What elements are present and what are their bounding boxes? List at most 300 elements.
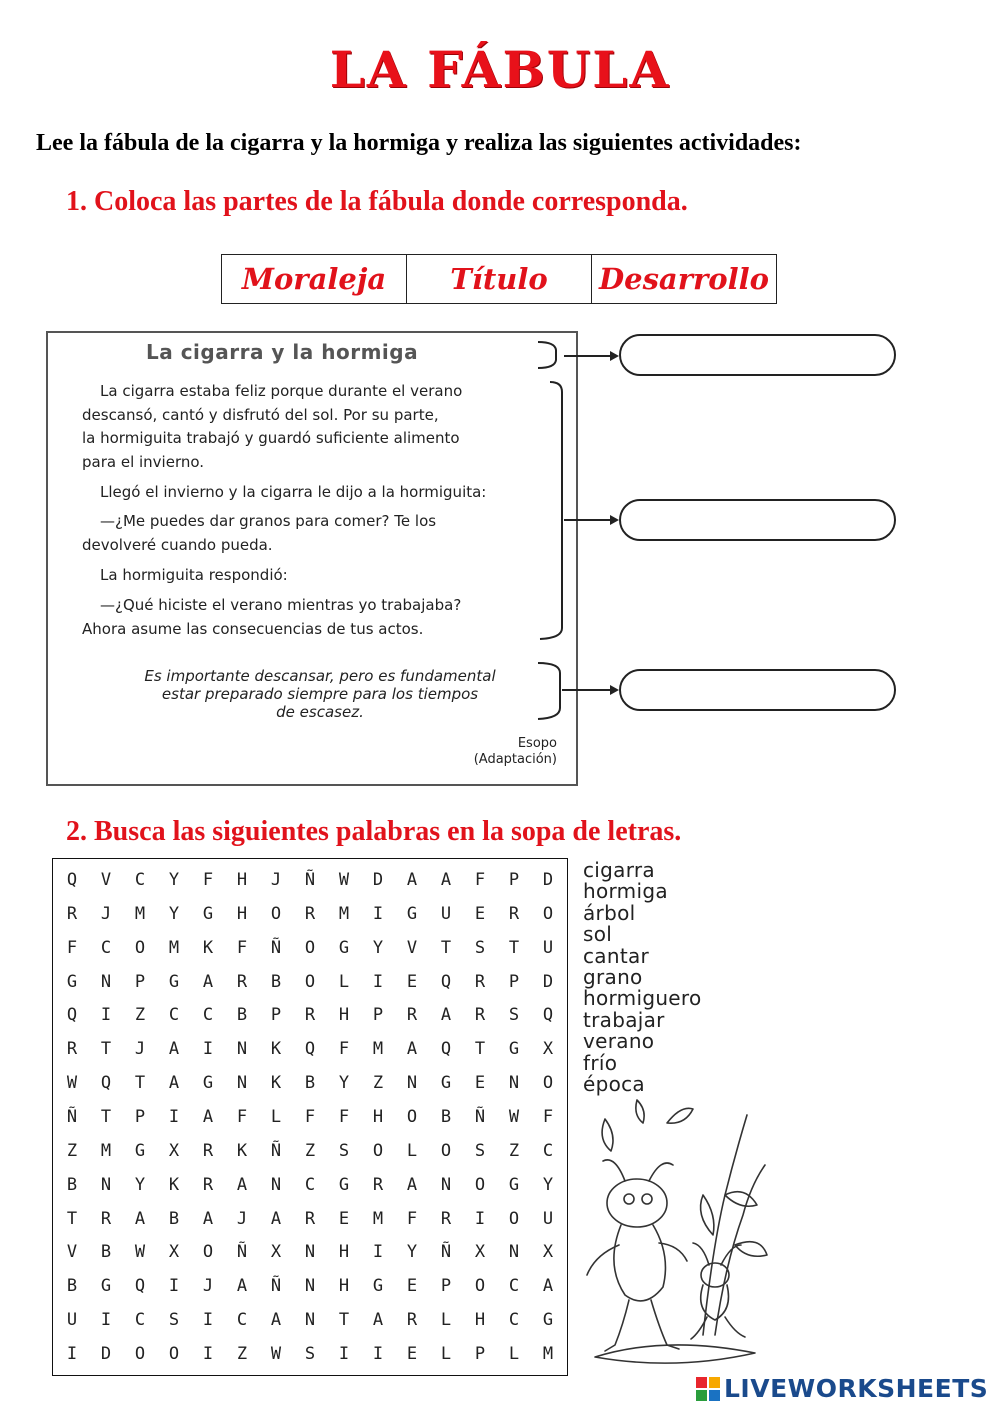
grid-cell[interactable]: L: [338, 971, 350, 992]
grid-cell[interactable]: Ñ: [270, 1140, 282, 1161]
grid-cell[interactable]: T: [508, 937, 520, 958]
grid-cell[interactable]: G: [372, 1276, 384, 1297]
grid-cell[interactable]: G: [134, 1140, 146, 1161]
grid-cell[interactable]: I: [100, 1005, 112, 1026]
grid-cell[interactable]: R: [304, 1208, 316, 1229]
fable-author: [440, 736, 557, 768]
grid-cell[interactable]: S: [338, 1140, 350, 1161]
grid-cell[interactable]: O: [304, 971, 316, 992]
grid-cell[interactable]: R: [202, 1174, 214, 1195]
grid-cell[interactable]: A: [440, 869, 452, 890]
grid-cell[interactable]: F: [236, 937, 248, 958]
grid-cell[interactable]: I: [100, 1310, 112, 1331]
grid-cell[interactable]: T: [440, 937, 452, 958]
grid-cell[interactable]: T: [134, 1073, 146, 1094]
ant-antenna: [603, 1160, 625, 1181]
grid-cell[interactable]: S: [304, 1344, 316, 1365]
fable-line: Llegó el invierno y la cigarra le dijo a la hormiguita:: [100, 483, 487, 501]
fable-paragraph: [82, 594, 461, 641]
grid-cell[interactable]: Y: [134, 1174, 146, 1195]
grid-cell[interactable]: J: [100, 903, 112, 924]
title-bracket: [538, 342, 556, 368]
grid-cell[interactable]: Y: [542, 1174, 554, 1195]
grid-cell[interactable]: Z: [236, 1344, 248, 1365]
grid-cell[interactable]: N: [304, 1310, 316, 1331]
grid-cell[interactable]: C: [100, 937, 112, 958]
word-list: [583, 860, 702, 1095]
grid-cell[interactable]: R: [508, 903, 520, 924]
grid-cell[interactable]: H: [338, 1242, 350, 1263]
grid-cell[interactable]: N: [236, 1039, 248, 1060]
arrow-head: [610, 515, 619, 525]
grid-cell[interactable]: P: [474, 1344, 486, 1365]
grid-cell[interactable]: E: [474, 1073, 486, 1094]
grid-cell[interactable]: A: [406, 869, 418, 890]
grid-cell[interactable]: X: [474, 1242, 486, 1263]
word-bank-desarrollo[interactable]: Desarrollo: [599, 262, 769, 296]
grid-cell[interactable]: N: [304, 1276, 316, 1297]
fable-paragraph: [82, 510, 436, 557]
word-bank: [221, 254, 777, 304]
grid-cell[interactable]: R: [440, 1208, 452, 1229]
grid-cell[interactable]: I: [168, 1276, 180, 1297]
grid-cell[interactable]: H: [236, 903, 248, 924]
grid-cell[interactable]: A: [202, 1208, 214, 1229]
grid-cell[interactable]: M: [100, 1140, 112, 1161]
grid-cell[interactable]: E: [338, 1208, 350, 1229]
grid-cell[interactable]: P: [134, 971, 146, 992]
grid-cell[interactable]: N: [236, 1073, 248, 1094]
grid-cell[interactable]: S: [508, 1005, 520, 1026]
word-list-item: hormiguero: [583, 986, 702, 1011]
grid-cell[interactable]: Z: [372, 1073, 384, 1094]
ant-leg: [651, 1300, 679, 1349]
grid-cell[interactable]: K: [270, 1073, 282, 1094]
moral-line: estar preparado siempre para los tiempos: [161, 685, 479, 703]
grid-cell[interactable]: A: [236, 1276, 248, 1297]
grid-cell[interactable]: Ñ: [304, 869, 316, 890]
grid-cell[interactable]: Z: [134, 1005, 146, 1026]
body-bracket: [540, 382, 562, 639]
grid-cell[interactable]: O: [542, 903, 554, 924]
fable-title: La cigarra y la hormiga: [146, 340, 419, 364]
grid-cell[interactable]: N: [100, 1174, 112, 1195]
grid-cell[interactable]: G: [406, 903, 418, 924]
grid-cell[interactable]: O: [134, 937, 146, 958]
grid-cell[interactable]: T: [474, 1039, 486, 1060]
leaf-icon: [636, 1100, 644, 1123]
grid-cell[interactable]: E: [406, 1276, 418, 1297]
grid-cell[interactable]: G: [508, 1039, 520, 1060]
grid-cell[interactable]: N: [440, 1174, 452, 1195]
grid-cell[interactable]: Q: [542, 1005, 554, 1026]
grid-cell[interactable]: G: [508, 1174, 520, 1195]
grid-cell[interactable]: P: [508, 869, 520, 890]
grid-cell[interactable]: L: [270, 1106, 282, 1127]
ant-head: [607, 1179, 667, 1227]
grid-cell[interactable]: V: [66, 1242, 78, 1263]
grid-cell[interactable]: Q: [134, 1276, 146, 1297]
grid-cell[interactable]: F: [406, 1208, 418, 1229]
word-list-item: árbol: [583, 900, 636, 925]
word-list-item: época: [583, 1072, 645, 1097]
grid-cell[interactable]: I: [202, 1310, 214, 1331]
grid-cell[interactable]: Ñ: [66, 1106, 78, 1127]
grid-cell[interactable]: A: [406, 1039, 418, 1060]
grid-cell[interactable]: B: [270, 971, 282, 992]
grid-cell[interactable]: G: [202, 903, 214, 924]
brand-footer: [696, 1374, 988, 1403]
moral-line: de escasez.: [276, 703, 364, 721]
word-bank-moraleja[interactable]: Moraleja: [222, 255, 407, 303]
grid-cell[interactable]: H: [338, 1276, 350, 1297]
grid-cell[interactable]: R: [66, 1039, 78, 1060]
fable-line: —¿Me puedes dar granos para comer? Te los: [100, 512, 437, 530]
brand-name: LIVEWORKSHEETS: [724, 1374, 989, 1403]
grid-cell[interactable]: B: [100, 1242, 112, 1263]
plant-leaf: [735, 1242, 767, 1257]
fable-line: para el invierno.: [82, 452, 205, 471]
grid-cell[interactable]: Y: [338, 1073, 350, 1094]
author-note: (Adaptación): [473, 752, 557, 767]
grid-cell[interactable]: A: [542, 1276, 554, 1297]
grid-cell[interactable]: E: [406, 1344, 418, 1365]
grid-cell[interactable]: Y: [168, 903, 180, 924]
grid-cell[interactable]: D: [100, 1344, 112, 1365]
grid-cell[interactable]: N: [304, 1242, 316, 1263]
answer-box-development[interactable]: [619, 499, 896, 541]
grid-cell[interactable]: F: [338, 1106, 350, 1127]
arrow-head: [610, 685, 619, 695]
grid-cell[interactable]: H: [372, 1106, 384, 1127]
word-list-item: cantar: [583, 943, 650, 968]
grid-cell[interactable]: O: [406, 1106, 418, 1127]
grid-cell[interactable]: X: [542, 1242, 554, 1263]
grid-cell[interactable]: I: [202, 1039, 214, 1060]
grid-cell[interactable]: L: [406, 1140, 418, 1161]
grid-cell[interactable]: A: [270, 1208, 282, 1229]
grid-cell[interactable]: T: [66, 1208, 78, 1229]
grid-cell[interactable]: Q: [66, 1005, 78, 1026]
grid-cell[interactable]: F: [304, 1106, 316, 1127]
grid-cell[interactable]: F: [236, 1106, 248, 1127]
brackets-and-arrows: [530, 330, 625, 730]
grid-cell[interactable]: U: [542, 937, 554, 958]
grid-cell[interactable]: X: [168, 1242, 180, 1263]
word-list-item: verano: [583, 1029, 655, 1054]
grid-cell[interactable]: Ñ: [270, 937, 282, 958]
grid-cell[interactable]: R: [372, 1174, 384, 1195]
word-list-item: trabajar: [583, 1007, 665, 1032]
grid-cell[interactable]: K: [270, 1039, 282, 1060]
grid-cell[interactable]: S: [474, 1140, 486, 1161]
grid-cell[interactable]: G: [168, 971, 180, 992]
fable-paragraph: [100, 564, 288, 588]
word-list-item: sol: [583, 922, 613, 947]
grid-cell[interactable]: P: [372, 1005, 384, 1026]
grid-cell[interactable]: O: [474, 1174, 486, 1195]
grid-cell[interactable]: Y: [372, 937, 384, 958]
grid-cell[interactable]: Q: [66, 869, 78, 890]
grid-cell[interactable]: W: [134, 1242, 146, 1263]
plant-leaf: [725, 1192, 757, 1207]
grid-cell[interactable]: J: [236, 1208, 248, 1229]
grid-cell[interactable]: E: [474, 903, 486, 924]
grid-cell[interactable]: V: [100, 869, 112, 890]
grid-cell[interactable]: X: [168, 1140, 180, 1161]
grid-cell[interactable]: C: [508, 1310, 520, 1331]
grid-cell[interactable]: C: [236, 1310, 248, 1331]
grid-cell[interactable]: A: [372, 1310, 384, 1331]
grid-cell[interactable]: T: [100, 1106, 112, 1127]
grid-cell[interactable]: F: [66, 937, 78, 958]
grid-cell[interactable]: W: [508, 1106, 520, 1127]
grid-cell[interactable]: A: [202, 971, 214, 992]
grid-cell[interactable]: I: [372, 971, 384, 992]
grid-cell[interactable]: C: [134, 869, 146, 890]
grid-cell[interactable]: R: [304, 1005, 316, 1026]
grid-cell[interactable]: J: [202, 1276, 214, 1297]
grid-cell[interactable]: D: [542, 869, 554, 890]
grid-cell[interactable]: Z: [508, 1140, 520, 1161]
grid-cell[interactable]: G: [542, 1310, 554, 1331]
fable-line: —¿Qué hiciste el verano mientras yo trabajaba?: [100, 596, 462, 614]
grid-cell[interactable]: N: [270, 1174, 282, 1195]
grid-cell[interactable]: M: [338, 903, 350, 924]
grid-cell[interactable]: G: [100, 1276, 112, 1297]
grid-cell[interactable]: P: [440, 1276, 452, 1297]
fable-paragraph: [100, 481, 486, 505]
grid-cell[interactable]: R: [100, 1208, 112, 1229]
grid-cell[interactable]: B: [236, 1005, 248, 1026]
grid-cell[interactable]: U: [542, 1208, 554, 1229]
grid-cell[interactable]: A: [134, 1208, 146, 1229]
grid-cell[interactable]: R: [474, 1005, 486, 1026]
arrow-head: [610, 351, 619, 361]
grid-cell[interactable]: V: [406, 937, 418, 958]
grid-cell[interactable]: G: [66, 971, 78, 992]
moral-bracket: [538, 663, 560, 719]
grid-cell[interactable]: D: [542, 971, 554, 992]
grid-cell[interactable]: O: [168, 1344, 180, 1365]
grid-cell[interactable]: G: [440, 1073, 452, 1094]
grid-cell[interactable]: F: [338, 1039, 350, 1060]
activity-1-heading: 1. Coloca las partes de la fábula donde corresponda.: [66, 186, 688, 217]
grid-cell[interactable]: I: [338, 1344, 350, 1365]
fable-line: La cigarra estaba feliz porque durante el verano: [100, 382, 463, 400]
leaf-icon: [602, 1119, 613, 1151]
grid-cell[interactable]: K: [168, 1174, 180, 1195]
ant-eye: [642, 1194, 652, 1204]
grid-cell[interactable]: A: [168, 1073, 180, 1094]
answer-box-title[interactable]: [619, 334, 896, 376]
grid-cell[interactable]: L: [440, 1310, 452, 1331]
fable-line: descansó, cantó y disfrutó del sol. Por su parte,: [82, 405, 439, 424]
grid-cell[interactable]: G: [338, 1174, 350, 1195]
word-list-item: hormiga: [583, 879, 668, 904]
grid-cell[interactable]: C: [508, 1276, 520, 1297]
grid-cell[interactable]: R: [406, 1310, 418, 1331]
grid-cell[interactable]: F: [202, 869, 214, 890]
grid-cell[interactable]: O: [270, 903, 282, 924]
grid-cell[interactable]: I: [372, 903, 384, 924]
grid-cell[interactable]: A: [406, 1174, 418, 1195]
grid-cell[interactable]: M: [134, 903, 146, 924]
grid-cell[interactable]: I: [474, 1208, 486, 1229]
page-title: LA FÁBULA: [329, 40, 671, 99]
grid-cell[interactable]: Ñ: [236, 1242, 248, 1263]
fable-line: La hormiguita respondió:: [100, 566, 288, 584]
grid-cell[interactable]: P: [134, 1106, 146, 1127]
fable-moral: [76, 667, 564, 721]
grid-cell[interactable]: R: [474, 971, 486, 992]
grid-cell[interactable]: I: [372, 1344, 384, 1365]
grid-cell[interactable]: B: [168, 1208, 180, 1229]
grid-cell[interactable]: O: [542, 1073, 554, 1094]
word-search-grid[interactable]: [52, 858, 568, 1376]
grid-cell[interactable]: H: [338, 1005, 350, 1026]
grid-cell[interactable]: O: [474, 1276, 486, 1297]
grid-cell[interactable]: Q: [440, 971, 452, 992]
grid-cell[interactable]: W: [270, 1344, 282, 1365]
grid-cell[interactable]: T: [338, 1310, 350, 1331]
grid-cell[interactable]: O: [202, 1242, 214, 1263]
grid-cell[interactable]: E: [406, 971, 418, 992]
grid-cell[interactable]: H: [474, 1310, 486, 1331]
word-list-item: frío: [583, 1050, 618, 1075]
grid-cell[interactable]: L: [440, 1344, 452, 1365]
grid-cell[interactable]: R: [304, 903, 316, 924]
grid-cell[interactable]: M: [372, 1208, 384, 1229]
cricket-head: [701, 1263, 729, 1287]
grid-cell[interactable]: D: [372, 869, 384, 890]
grid-cell[interactable]: W: [66, 1073, 78, 1094]
fable-line: la hormiguita trabajó y guardó suficiente alimento: [82, 429, 460, 447]
grid-cell[interactable]: K: [202, 937, 214, 958]
grid-cell[interactable]: O: [440, 1140, 452, 1161]
liveworksheets-logo-icon: [696, 1377, 720, 1401]
fable-line: devolveré cuando pueda.: [82, 535, 273, 554]
grid-cell[interactable]: O: [508, 1208, 520, 1229]
grid-cell[interactable]: C: [134, 1310, 146, 1331]
grid-cell[interactable]: T: [100, 1039, 112, 1060]
grid-cell[interactable]: Ñ: [440, 1242, 452, 1263]
grid-cell[interactable]: Z: [304, 1140, 316, 1161]
grid-cell[interactable]: P: [508, 971, 520, 992]
word-list-item: grano: [583, 965, 643, 990]
grid-cell[interactable]: Q: [100, 1073, 112, 1094]
grid-cell[interactable]: B: [66, 1174, 78, 1195]
ant-cricket-illustration: [575, 1095, 770, 1375]
grid-cell[interactable]: P: [270, 1005, 282, 1026]
grid-cell[interactable]: S: [168, 1310, 180, 1331]
grid-cell[interactable]: H: [236, 869, 248, 890]
grid-cell[interactable]: A: [270, 1310, 282, 1331]
plant-leaf: [701, 1195, 714, 1235]
grid-cell[interactable]: G: [202, 1073, 214, 1094]
grid-cell[interactable]: M: [542, 1344, 554, 1365]
leaf-icon: [667, 1108, 693, 1123]
ant-antenna: [649, 1163, 673, 1181]
grid-cell[interactable]: A: [440, 1005, 452, 1026]
word-list-item: cigarra: [583, 858, 655, 882]
grid-cell[interactable]: O: [304, 937, 316, 958]
grid-cell[interactable]: I: [168, 1106, 180, 1127]
activity-2-heading: 2. Busca las siguientes palabras en la sopa de letras.: [66, 816, 682, 847]
grid-cell[interactable]: N: [100, 971, 112, 992]
moral-line: Es importante descansar, pero es fundamental: [144, 667, 496, 685]
grid-cell[interactable]: N: [406, 1073, 418, 1094]
grid-cell[interactable]: R: [202, 1140, 214, 1161]
grid-cell[interactable]: C: [202, 1005, 214, 1026]
grid-cell[interactable]: R: [406, 1005, 418, 1026]
grid-cell[interactable]: F: [474, 869, 486, 890]
grid-cell[interactable]: X: [270, 1242, 282, 1263]
grid-cell[interactable]: Ñ: [270, 1276, 282, 1297]
grid-cell[interactable]: A: [168, 1039, 180, 1060]
grid-cell[interactable]: F: [542, 1106, 554, 1127]
grid-cell[interactable]: N: [508, 1242, 520, 1263]
grid-cell[interactable]: I: [202, 1344, 214, 1365]
grid-cell[interactable]: N: [508, 1073, 520, 1094]
grid-cell[interactable]: C: [168, 1005, 180, 1026]
grid-cell[interactable]: L: [508, 1344, 520, 1365]
grid-cell[interactable]: B: [304, 1073, 316, 1094]
ant-eye: [624, 1194, 634, 1204]
grid-cell[interactable]: Q: [440, 1039, 452, 1060]
word-bank-titulo[interactable]: Título: [407, 255, 592, 303]
grid-cell[interactable]: B: [66, 1276, 78, 1297]
grid-cell[interactable]: M: [168, 937, 180, 958]
grid-cell[interactable]: I: [372, 1242, 384, 1263]
grid-cell[interactable]: K: [236, 1140, 248, 1161]
grid-cell[interactable]: B: [440, 1106, 452, 1127]
grid-cell[interactable]: G: [338, 937, 350, 958]
grid-cell[interactable]: O: [134, 1344, 146, 1365]
grid-cell[interactable]: W: [338, 869, 350, 890]
grid-cell[interactable]: J: [134, 1039, 146, 1060]
grid-cell[interactable]: U: [440, 903, 452, 924]
grid-cell[interactable]: Z: [66, 1140, 78, 1161]
grid-cell[interactable]: R: [236, 971, 248, 992]
grid-cell[interactable]: Y: [406, 1242, 418, 1263]
grid-cell[interactable]: C: [304, 1174, 316, 1195]
grid-cell[interactable]: O: [372, 1140, 384, 1161]
fable-paragraph: [82, 380, 462, 474]
grid-cell[interactable]: C: [542, 1140, 554, 1161]
grid-cell[interactable]: S: [474, 937, 486, 958]
cricket-leg: [725, 1317, 745, 1337]
grid-cell[interactable]: X: [542, 1039, 554, 1060]
grid-cell[interactable]: A: [202, 1106, 214, 1127]
grid-cell[interactable]: U: [66, 1310, 78, 1331]
cricket-antenna: [693, 1243, 709, 1265]
instruction-text: Lee la fábula de la cigarra y la hormiga y realiza las siguientes actividades:: [36, 130, 802, 156]
answer-box-moral[interactable]: [619, 669, 896, 711]
grid-cell[interactable]: Q: [304, 1039, 316, 1060]
grid-cell[interactable]: Y: [168, 869, 180, 890]
grid-cell[interactable]: R: [66, 903, 78, 924]
grid-cell[interactable]: Ñ: [474, 1106, 486, 1127]
cricket-leg: [691, 1317, 707, 1339]
author-name: Esopo: [517, 736, 557, 751]
grid-cell[interactable]: M: [372, 1039, 384, 1060]
grid-cell[interactable]: J: [270, 869, 282, 890]
grid-cell[interactable]: A: [236, 1174, 248, 1195]
fable-line: Ahora asume las consecuencias de tus actos.: [82, 619, 424, 638]
grid-cell[interactable]: I: [66, 1344, 78, 1365]
plant-stem: [703, 1115, 747, 1335]
